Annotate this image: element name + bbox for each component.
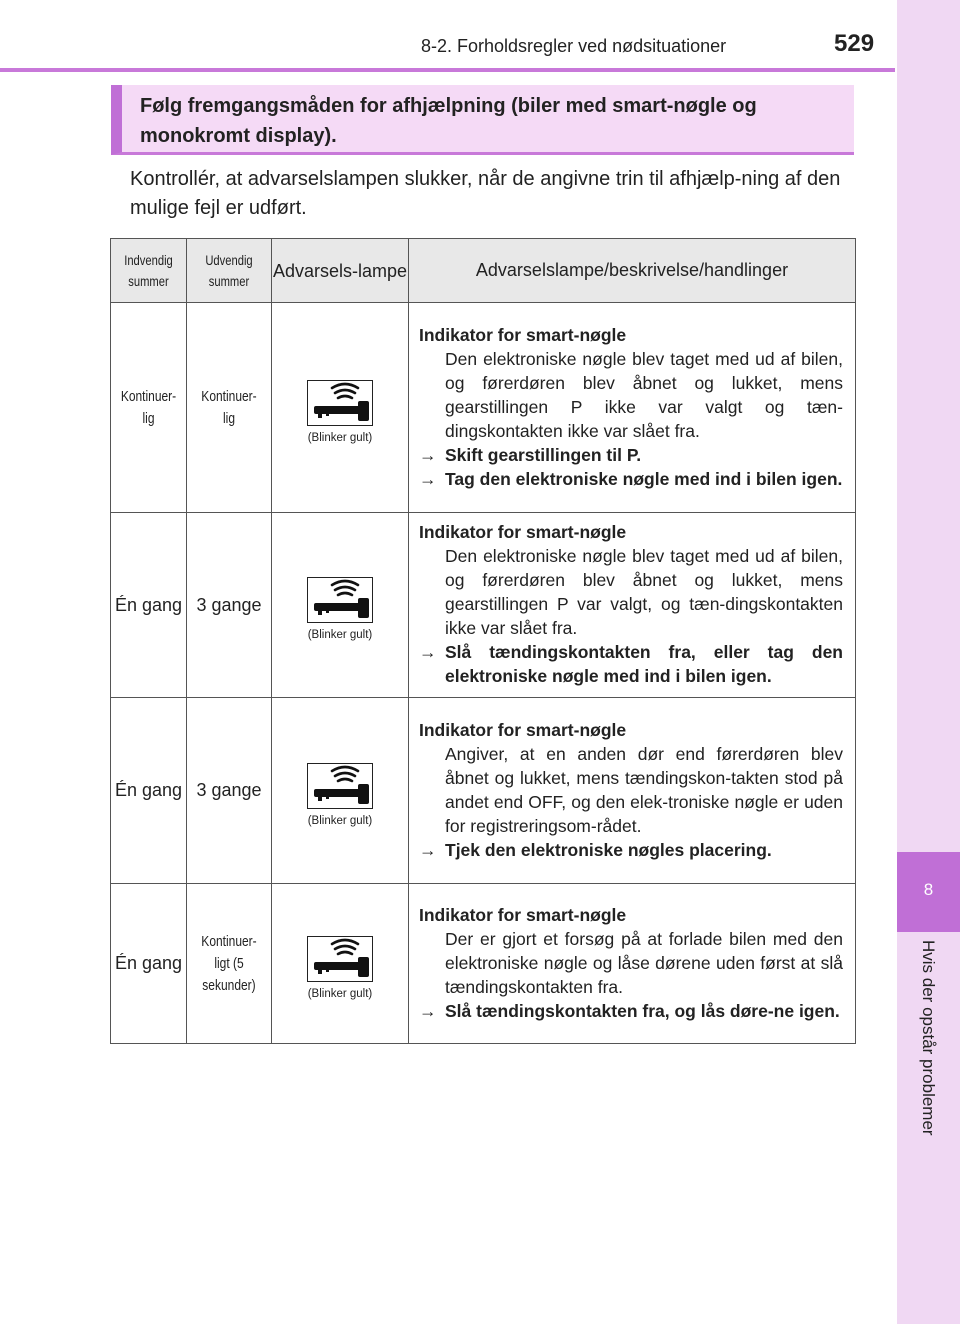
outer-buzzer-cell xyxy=(187,303,272,513)
chapter-label-text: Hvis der opstår problemer xyxy=(919,940,938,1136)
outer-buzzer-text: Kontinuer-ligt (5 sekunder) xyxy=(201,932,257,994)
header-inner-text: Indvendig summer xyxy=(124,251,173,289)
description-title: Indikator for smart-nøgle xyxy=(419,719,627,740)
warning-table xyxy=(110,238,856,1044)
lamp-wrap xyxy=(272,569,408,641)
lamp-caption: (Blinker gult) xyxy=(307,431,373,444)
description-body: Angiver, at en anden dør end førerdøren blev åbnet og lukket, mens tændingskon-takten stod på andet end OFF, og den elek-troniske nøgle er uden for registreringsom-rådet. xyxy=(445,743,843,836)
description-title: Indikator for smart-nøgle xyxy=(419,324,627,345)
description-title: Indikator for smart-nøgle xyxy=(419,522,627,542)
action-item xyxy=(419,640,843,688)
outer-buzzer-cell xyxy=(187,884,272,1044)
table-row xyxy=(111,513,856,698)
action-list xyxy=(419,640,843,688)
header-divider xyxy=(0,68,895,72)
action-text: Skift gearstillingen til P. xyxy=(445,444,642,465)
lamp-caption: (Blinker gult) xyxy=(307,814,373,827)
header-warning-lamp xyxy=(272,239,409,303)
chapter-label xyxy=(908,940,948,1180)
arrow-right-icon: → xyxy=(419,468,437,489)
outer-buzzer-cell xyxy=(187,698,272,884)
lamp-wrap xyxy=(272,928,408,1000)
description-cell xyxy=(409,698,856,884)
outer-buzzer-text: Kontinuer-lig xyxy=(201,387,257,427)
arrow-right-icon: → xyxy=(419,444,437,465)
smart-key-warning-icon xyxy=(307,763,373,809)
description-cell xyxy=(409,884,856,1044)
action-item xyxy=(419,467,843,491)
smart-key-warning-icon xyxy=(307,936,373,982)
inner-buzzer-text: Én gang xyxy=(114,953,183,973)
lamp-cell xyxy=(272,884,409,1044)
arrow-right-icon: → xyxy=(419,839,437,860)
description-cell xyxy=(409,303,856,513)
inner-buzzer-text: Én gang xyxy=(114,780,183,800)
action-text: Tag den elektroniske nøgle med ind i bilen igen. xyxy=(445,468,843,489)
inner-buzzer-cell xyxy=(111,303,187,513)
chapter-number: 8 xyxy=(923,880,934,899)
action-list xyxy=(419,838,843,862)
action-item xyxy=(419,999,843,1023)
table-row xyxy=(111,884,856,1044)
table-header-row xyxy=(111,239,856,303)
description-title: Indikator for smart-nøgle xyxy=(419,904,627,925)
action-text: Tjek den elektroniske nøgles placering. xyxy=(445,839,772,860)
page-header xyxy=(0,0,895,72)
lamp-caption: (Blinker gult) xyxy=(307,629,373,641)
chapter-title: 8-2. Forholdsregler ved nødsituationer xyxy=(421,36,727,56)
description-body: Der er gjort et forsøg på at forlade bilen med den elektroniske nøgle og låse dørene uden først at slå tændingskontakten fra. xyxy=(445,928,843,997)
section-heading: Følg fremgangsmåden for afhjælpning (biler med smart-nøgle og monokromt display). xyxy=(140,95,757,147)
action-list xyxy=(419,999,843,1023)
header-inner-buzzer xyxy=(111,239,187,303)
action-text: Slå tændingskontakten fra, eller tag den elektroniske nøgle med ind i bilen igen. xyxy=(445,642,843,686)
header-outer-text: Udvendig summer xyxy=(205,251,253,289)
outer-buzzer-text: 3 gange xyxy=(196,780,262,800)
inner-buzzer-text: Kontinuer-lig xyxy=(120,387,177,427)
inner-buzzer-cell xyxy=(111,513,187,698)
table-row xyxy=(111,303,856,513)
lamp-cell xyxy=(272,698,409,884)
header-description xyxy=(409,239,856,303)
lamp-cell xyxy=(272,513,409,698)
lamp-wrap xyxy=(272,372,408,444)
table-row xyxy=(111,698,856,884)
action-list xyxy=(419,443,843,491)
action-text: Slå tændingskontakten fra, og lås døre-ne igen. xyxy=(445,1000,840,1021)
smart-key-warning-icon xyxy=(307,577,373,623)
arrow-right-icon: → xyxy=(419,642,437,662)
header-desc-text: Advarselslampe/beskrivelse/handlinger xyxy=(475,260,789,280)
section-heading-box xyxy=(111,85,854,155)
action-item xyxy=(419,838,843,862)
inner-buzzer-cell xyxy=(111,884,187,1044)
description-body: Den elektroniske nøgle blev taget med ud af bilen, og førerdøren blev åbnet og lukket, mens gearstillingen P var valgt, og tæn-dingskontakten ikke var slået fra. xyxy=(445,546,843,638)
description-cell xyxy=(409,513,856,698)
intro-paragraph: Kontrollér, at advarselslampen slukker, når de angivne trin til afhjælp-ning af den mulige fejl er udført. xyxy=(130,168,841,219)
action-item xyxy=(419,443,843,467)
arrow-right-icon: → xyxy=(419,1000,437,1021)
header-outer-buzzer xyxy=(187,239,272,303)
lamp-wrap xyxy=(272,755,408,827)
header-lamp-text: Advarsels-lampe xyxy=(272,260,408,281)
lamp-caption: (Blinker gult) xyxy=(307,987,373,1000)
description-body: Den elektroniske nøgle blev taget med ud af bilen, og førerdøren blev åbnet og lukket, mens gearstillingen P ikke var valgt og tæn-dingskontakten ikke var slået fra. xyxy=(445,348,843,441)
inner-buzzer-cell xyxy=(111,698,187,884)
outer-buzzer-text: 3 gange xyxy=(196,594,262,615)
page-number: 529 xyxy=(834,30,875,57)
inner-buzzer-text: Én gang xyxy=(114,594,183,615)
outer-buzzer-cell xyxy=(187,513,272,698)
smart-key-warning-icon xyxy=(307,380,373,426)
lamp-cell xyxy=(272,303,409,513)
